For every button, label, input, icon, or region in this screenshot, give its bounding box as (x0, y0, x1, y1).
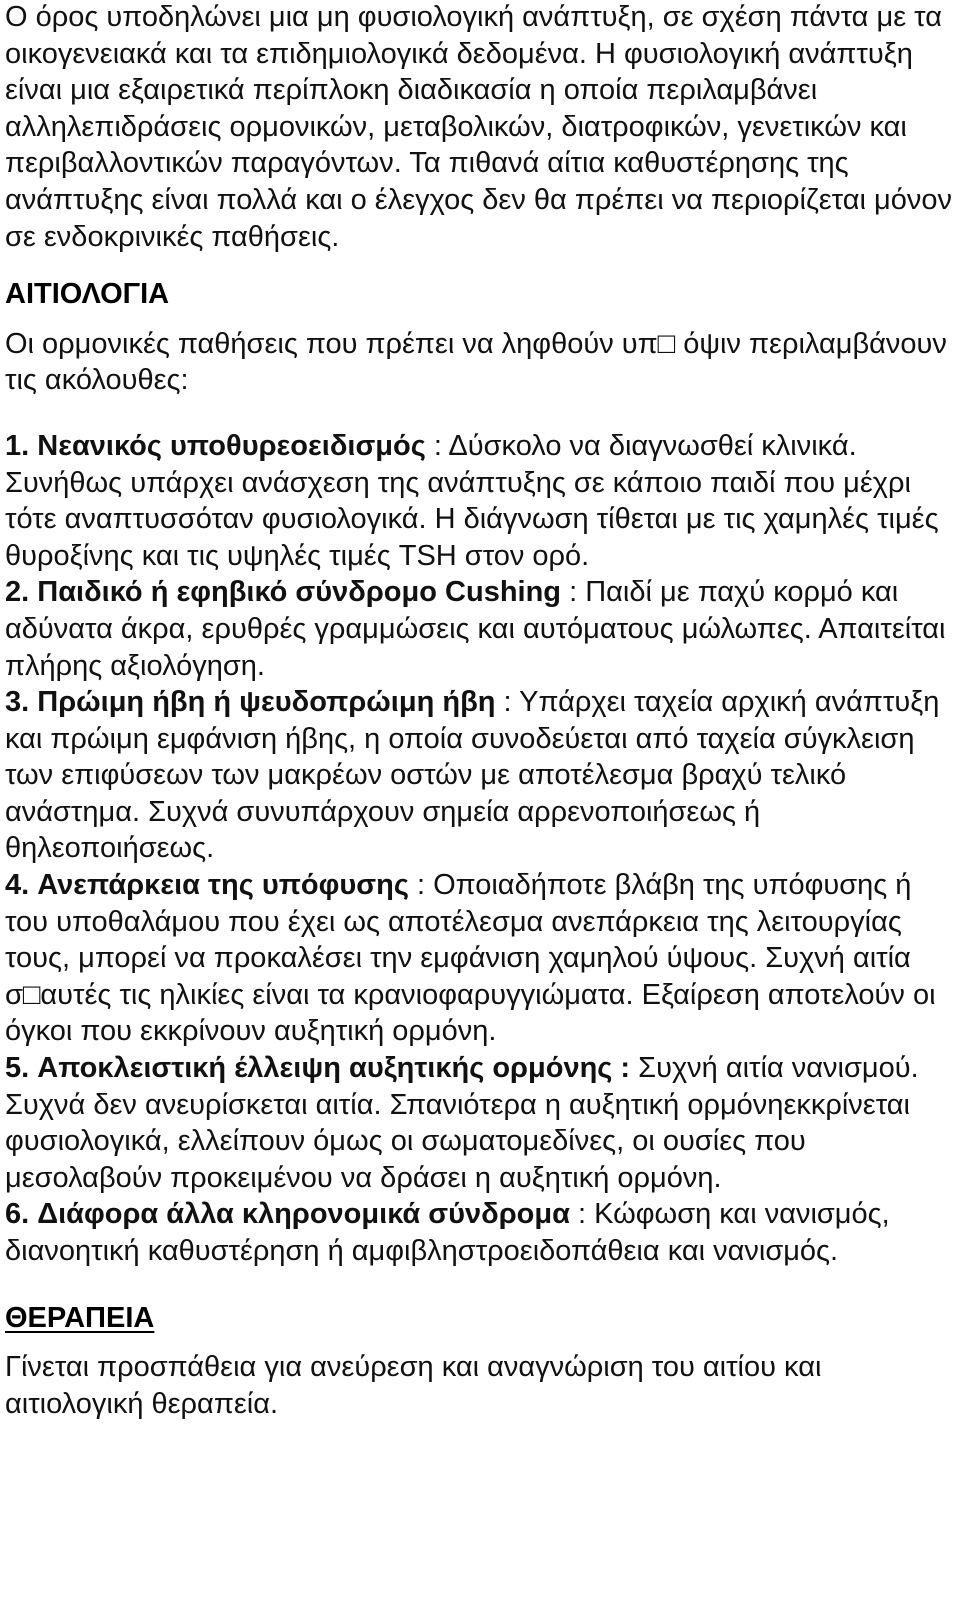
therapeia-paragraph: Γίνεται προσπάθεια για ανεύρεση και αναγνώριση του αιτίου και αιτιολογική θεραπεία. (5, 1351, 822, 1420)
cause-item (5, 1196, 956, 1269)
cause-term: Αποκλειστική έλλειψη αυξητικής ορμόνης : (37, 1052, 631, 1085)
cause-term: Παιδικό ή εφηβικό σύνδρομο Cushing (37, 576, 562, 609)
cause-number: 2. (5, 576, 30, 609)
cause-item (5, 574, 956, 684)
cause-separator (630, 1052, 638, 1084)
causes-list (5, 428, 956, 1270)
cause-item (5, 684, 956, 867)
cause-term: Διάφορα άλλα κληρονομικά σύνδρομα (37, 1198, 570, 1231)
cause-term: Ανεπάρκεια της υπόφυσης (37, 869, 409, 902)
cause-item (5, 1050, 956, 1196)
cause-term: Νεανικός υποθυρεοειδισμός (37, 429, 426, 462)
therapeia-heading: ΘΕΡΑΠΕΙΑ (5, 1301, 155, 1334)
cause-item (5, 867, 956, 1050)
cause-number: 3. (5, 686, 30, 719)
aitiologia-intro: Οι ορμονικές παθήσεις που πρέπει να ληφθούν υπ□ όψιν περιλαμβάνουν τις ακόλουθες: (5, 327, 947, 397)
aitiologia-heading: ΑΙΤΙΟΛΟΓΙΑ (5, 278, 170, 311)
cause-number: 1. (5, 429, 30, 462)
cause-separator: : (408, 869, 434, 902)
cause-number: 5. (5, 1052, 30, 1085)
cause-text: Συχνή αιτία νανισμού. Συχνά δεν ανευρίσκεται αιτία. Σπανιότερα η αυξητική ορμόνηεκκρίνεται φυσιολογικά, ελλείπουν όμως οι σωματομεδίνες, οι ουσίες που μεσολαβούν προκειμένου να δράσει η αυξητική ορμόνη. (5, 1052, 919, 1194)
cause-item (5, 428, 956, 574)
cause-text: Οποιαδήποτε βλάβη της υπόφυσης ή του υποθαλάμου που έχει ως αποτέλεσμα ανεπάρκεια της λειτουργίας τους, μπορεί να προκαλέσει την εμφάνιση χαμηλού ύψους. Συχνή αιτία σ□αυτές τις ηλικίες είναι τα κρανιοφαρυγγιώματα. Εξαίρεση αποτελούν οι όγκοι που εκκρίνουν αυξητική ορμόνη. (5, 869, 936, 1048)
cause-text: Υπάρχει ταχεία αρχική ανάπτυξη και πρώιμη εμφάνιση ήβης, η οποία συνοδεύεται από ταχεία σύγκλειση των επιφύσεων των μακρέων οστών με αποτέλεσμα βραχύ τελικό ανάστημα. Συχνά συνυπάρχουν σημεία αρρενοποιήσεως ή θηλεοποιήσεως. (5, 686, 940, 865)
cause-text: Δύσκολο να διαγνωσθεί κλινικά. Συνήθως υπάρχει ανάσχεση της ανάπτυξης σε κάποιο παιδί που μέχρι τότε αναπτυσσόταν φυσιολογικά. Η διάγνωση τίθεται με τις χαμηλές τιμές θυροξίνης και τις υψηλές τιμές TSH στον ορό. (5, 429, 939, 572)
cause-separator: : (561, 576, 586, 609)
cause-text: Κώφωση και νανισμός, διανοητική καθυστέρηση ή αμφιβληστροειδοπάθεια και νανισμός. (5, 1198, 890, 1267)
intro-paragraph: Ο όρος υποδηλώνει μια μη φυσιολογική ανάπτυξη, σε σχέση πάντα με τα οικογενειακά και τα επιδημιολογικά δεδομένα. Η φυσιολογική ανάπτυξη είναι μια εξαιρετικά περίπλοκη διαδικασία η οποία περιλαμβάνει αλληλεπιδράσεις ορμονικών, μεταβολικών, διατροφικών, γενετικών και περιβαλλοντικών παραγόντων. Τα πιθανά αίτια καθυστέρησης της ανάπτυξης είναι πολλά και ο έλεγχος δεν θα πρέπει να περιορίζεται μόνον σε ενδοκρινικές παθήσεις. (5, 1, 952, 253)
cause-number: 6. (5, 1198, 30, 1231)
cause-separator: : (495, 686, 520, 719)
cause-term: Πρώιμη ήβη ή ψευδοπρώιμη ήβη (37, 686, 496, 719)
cause-separator: : (425, 429, 449, 462)
cause-text: Παιδί με παχύ κορμό και αδύνατα άκρα, ερυθρές γραμμώσεις και αυτόματους μώλωπες. Απαιτείται πλήρης αξιολόγηση. (5, 576, 946, 682)
cause-separator: : (569, 1198, 595, 1231)
cause-number: 4. (5, 869, 30, 902)
